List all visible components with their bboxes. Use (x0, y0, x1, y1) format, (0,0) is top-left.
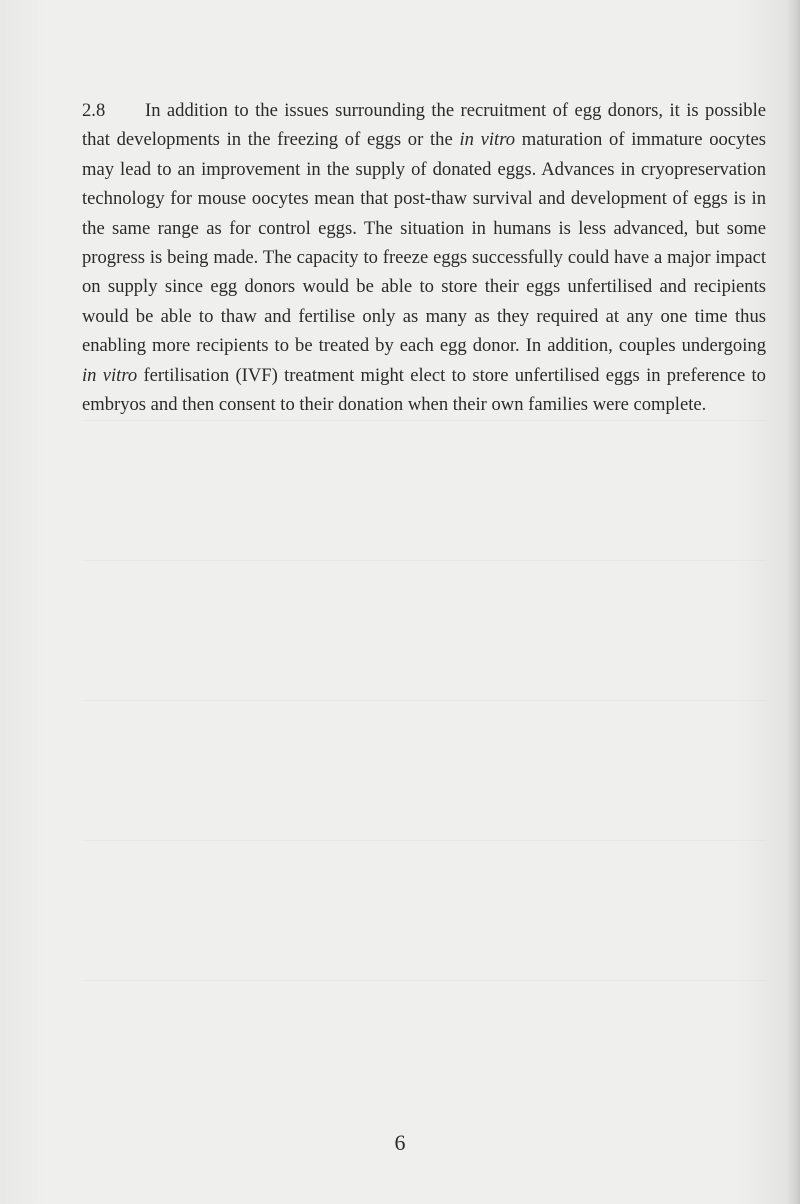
paragraph-number: 2.8 (82, 100, 106, 121)
italic-term: in vitro (459, 129, 516, 151)
bleed-through-line (82, 980, 766, 981)
italic-term: in vitro (82, 364, 138, 386)
bleed-through-line (82, 700, 766, 701)
paragraph-text: In addition to the issues surrounding the recruitment of egg donors, it is possible that developments in the freezing of eggs or the (82, 100, 766, 151)
page-edge-shadow (786, 0, 800, 1204)
paragraph-text: maturation of immature oocytes may lead to an improvement in the supply of donated eggs. Advances in cryopreservation technology for mouse oocytes mean that post-thaw survival and development of eggs is in the same range as for control eggs. The situation in humans is less advanced, but some progress is being made. The capacity to freeze eggs successfully could have a major impact on supply since egg donors would be able to store their eggs unfertilised and recipients would be able to thaw and fertilise only as many as they required at any one time thus enabling more recipients to be treated by each egg donor. In addition, couples undergoing (82, 129, 766, 357)
paragraph-text: fertilisation (IVF) treatment might elect to store unfertilised eggs in preference to embryos and then consent to their donation when their own families were complete. (82, 364, 766, 416)
page-number: 6 (394, 1130, 406, 1155)
bleed-through-line (82, 560, 766, 561)
body-paragraph (82, 96, 766, 419)
bleed-through-line (82, 420, 766, 421)
bleed-through-line (82, 840, 766, 841)
